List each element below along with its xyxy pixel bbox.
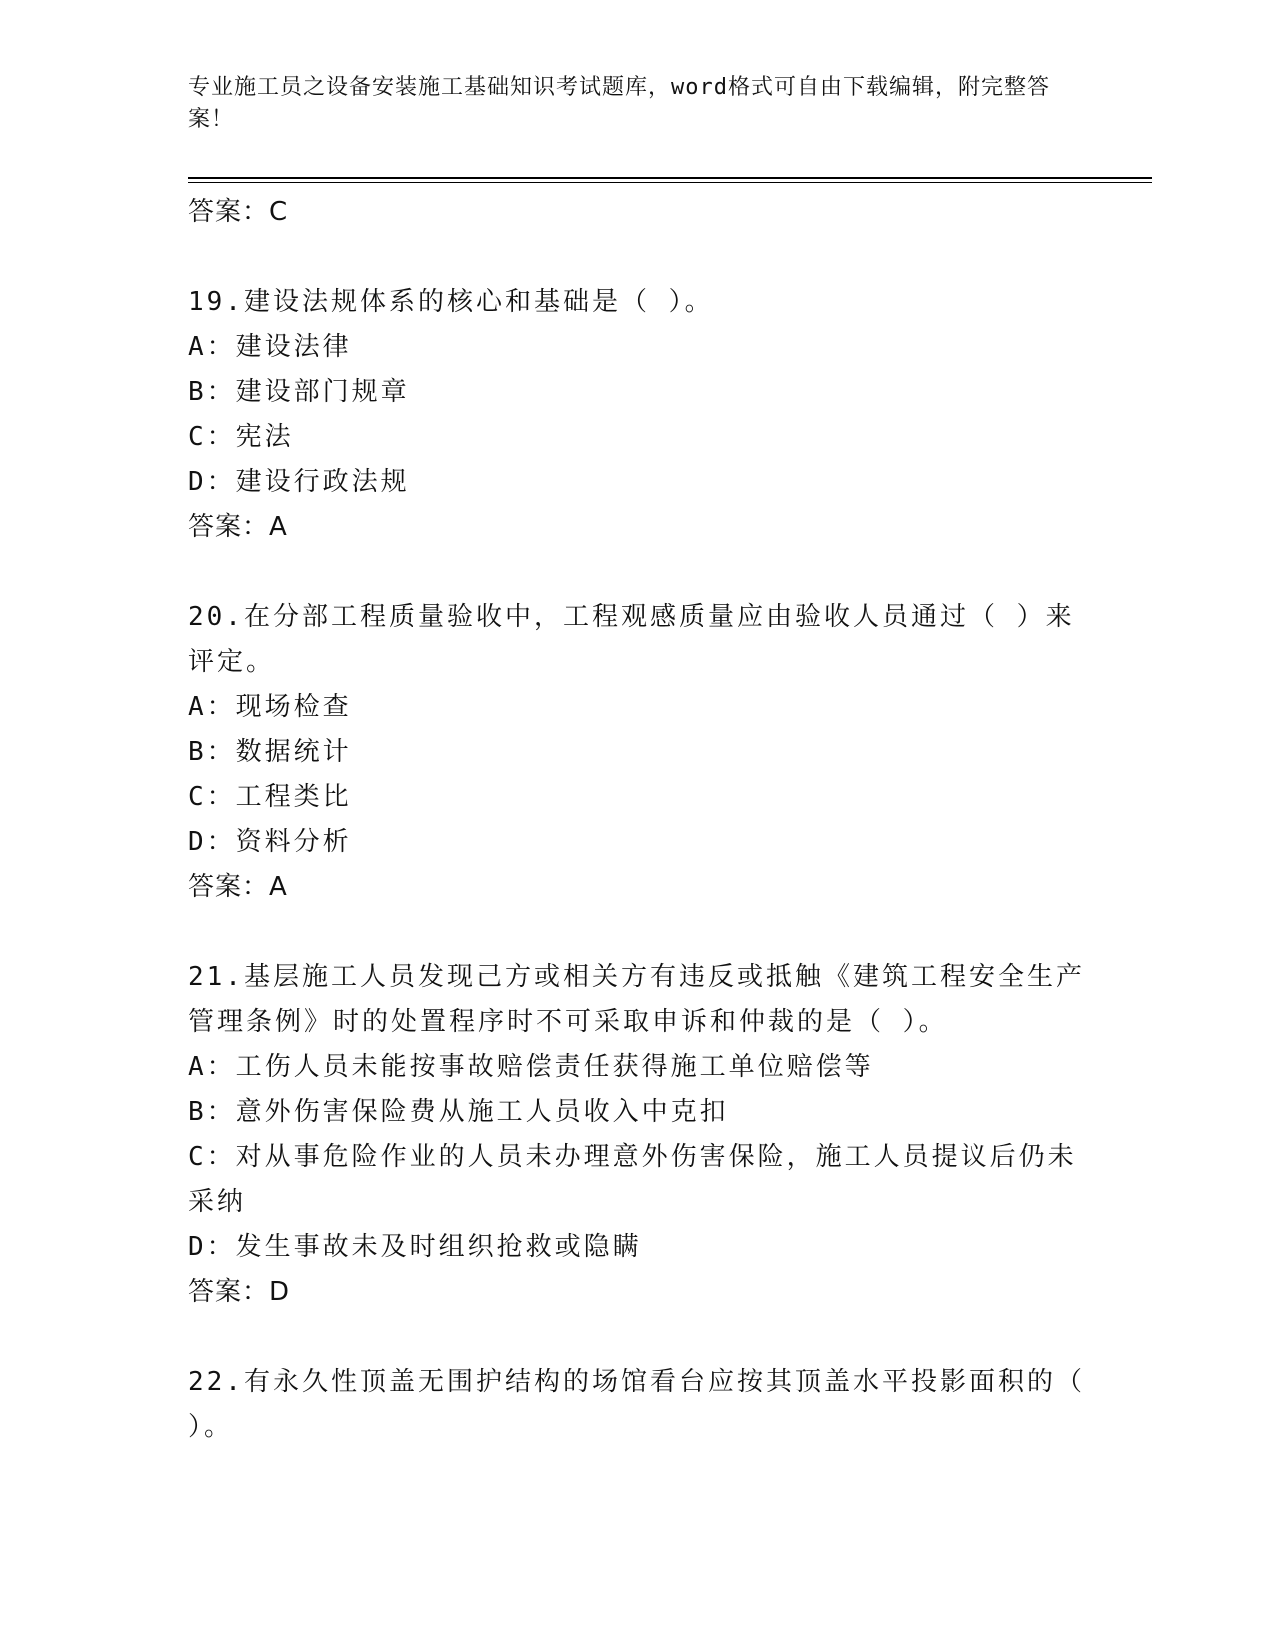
document-header: 专业施工员之设备安装施工基础知识考试题库，word格式可自由下载编辑，附完整答案！ bbox=[188, 75, 1050, 132]
option-d: D：建设行政法规 bbox=[188, 467, 410, 497]
question-stem: 19.建设法规体系的核心和基础是（ ）。 bbox=[188, 287, 714, 317]
question-19 bbox=[188, 280, 1088, 549]
question-list bbox=[188, 190, 1088, 1450]
option-c: C：对从事危险作业的人员未办理意外伤害保险，施工人员提议后仍未采纳 bbox=[188, 1142, 1077, 1217]
option-d: D：资料分析 bbox=[188, 827, 352, 857]
option-a: A：现场检查 bbox=[188, 692, 352, 722]
option-a: A：建设法律 bbox=[188, 332, 352, 362]
option-d: D：发生事故未及时组织抢救或隐瞒 bbox=[188, 1232, 642, 1262]
question-22 bbox=[188, 1360, 1088, 1450]
option-a: A：工伤人员未能按事故赔偿责任获得施工单位赔偿等 bbox=[188, 1052, 874, 1082]
question-stem: 20.在分部工程质量验收中，工程观感质量应由验收人员通过（ ）来评定。 bbox=[188, 602, 1075, 677]
answer-line: 答案：C bbox=[188, 197, 289, 227]
header-divider bbox=[188, 177, 1152, 179]
option-b: B：意外伤害保险费从施工人员收入中克扣 bbox=[188, 1097, 729, 1127]
answer-line: 答案：A bbox=[188, 512, 288, 542]
option-b: B：数据统计 bbox=[188, 737, 352, 767]
question-stem: 21.基层施工人员发现己方或相关方有违反或抵触《建筑工程安全生产管理条例》时的处置程序时不可采取申诉和仲裁的是（ ）。 bbox=[188, 962, 1085, 1037]
question-21 bbox=[188, 955, 1088, 1314]
header-divider-thin bbox=[188, 182, 1152, 183]
option-c: C：宪法 bbox=[188, 422, 294, 452]
answer-line: 答案：A bbox=[188, 872, 288, 902]
question-stem: 22.有永久性顶盖无围护结构的场馆看台应按其顶盖水平投影面积的（ ）。 bbox=[188, 1367, 1085, 1442]
option-c: C：工程类比 bbox=[188, 782, 352, 812]
answer-line: 答案：D bbox=[188, 1277, 291, 1307]
question-20 bbox=[188, 595, 1088, 909]
option-b: B：建设部门规章 bbox=[188, 377, 410, 407]
